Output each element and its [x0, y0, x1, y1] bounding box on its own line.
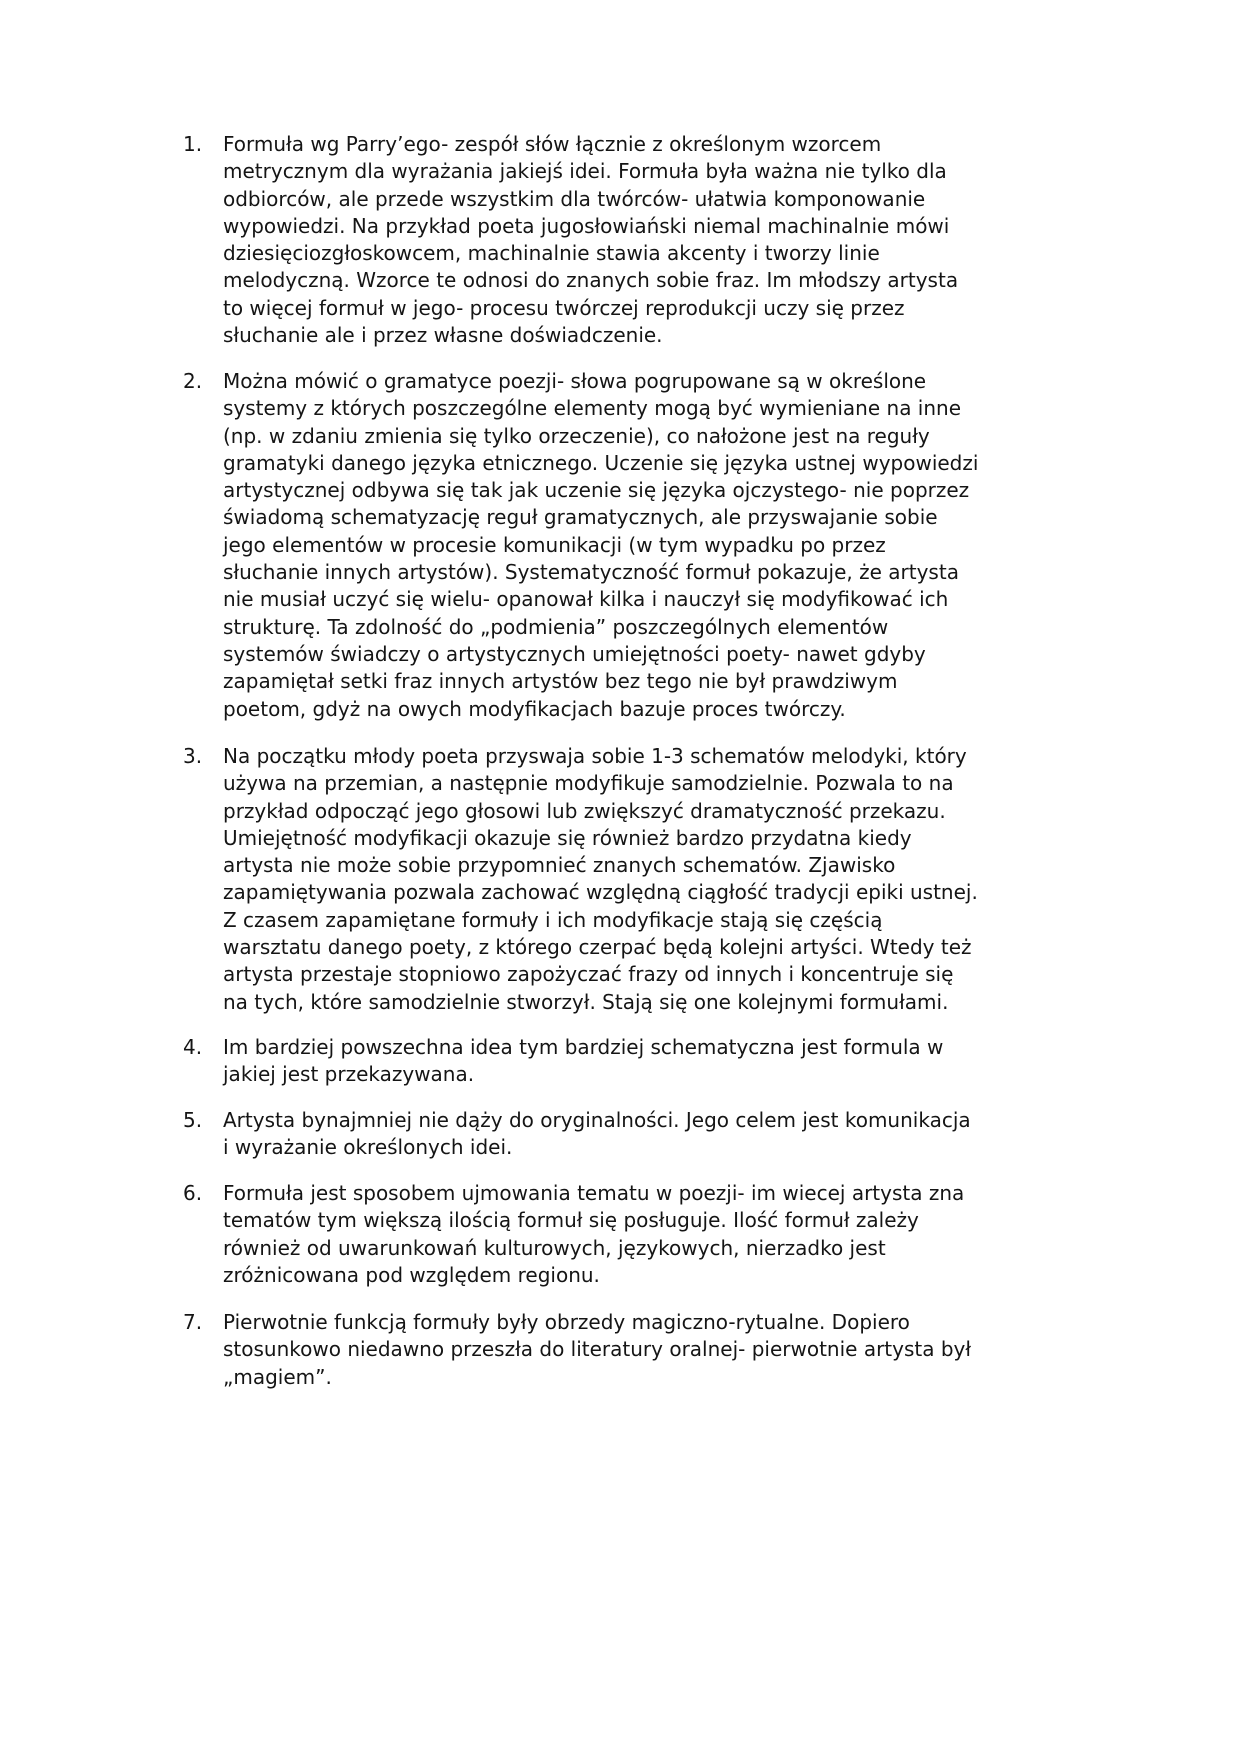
text-line: i wyrażanie określonych idei.: [223, 1135, 513, 1160]
list-item-number: 4.: [183, 1035, 203, 1059]
text-line: świadomą schematyzację reguł gramatycznych, ale przyswajanie sobie: [223, 505, 938, 530]
text-line: artysta nie może sobie przypomnieć znanych schematów. Zjawisko: [223, 853, 896, 878]
text-line: słuchanie innych artystów). Systematyczność formuł pokazuje, że artysta: [223, 560, 959, 585]
text-line: warsztatu danego poety, z którego czerpać będą kolejni artyści. Wtedy też: [223, 935, 972, 960]
text-line: dziesięciozgłoskowcem, machinalnie stawia akcenty i tworzy linie: [223, 241, 880, 266]
text-line: Na początku młody poeta przyswaja sobie 1-3 schematów melodyki, który: [223, 744, 967, 768]
text-line: tematów tym większą ilością formuł się posługuje. Ilość formuł zależy: [223, 1208, 919, 1233]
text-line: Artysta bynajmniej nie dąży do oryginalności. Jego celem jest komunikacja: [223, 1108, 971, 1132]
text-line: melodyczną. Wzorce te odnosi do znanych sobie fraz. Im młodszy artysta: [223, 268, 959, 293]
text-line: systemy z których poszczególne elementy mogą być wymieniane na inne: [223, 396, 962, 421]
list-item-number: 2.: [183, 369, 203, 393]
text-line: gramatyki danego języka etnicznego. Uczenie się języka ustnej wypowiedzi: [223, 450, 979, 475]
text-line: jego elementów w procesie komunikacji (w tym wypadku po przez: [223, 532, 886, 557]
list-item-text: [223, 1180, 964, 1289]
text-line: strukturę. Ta zdolność do „podmienia” poszczególnych elementów: [223, 614, 889, 639]
text-line: zapamiętał setki fraz innych artystów bez tego nie był prawdziwym: [223, 669, 898, 694]
list-item-text: [223, 368, 978, 723]
list-item-number: 5.: [183, 1108, 203, 1132]
text-line: stosunkowo niedawno przeszła do literatury oralnej- pierwotnie artysta był: [223, 1337, 972, 1362]
text-line: słuchanie ale i przez własne doświadczenie.: [223, 323, 663, 348]
text-line: artysta przestaje stopniowo zapożyczać frazy od innych i koncentruje się: [223, 962, 954, 987]
text-line: również od uwarunkowań kulturowych, językowych, nierzadko jest: [223, 1235, 886, 1260]
text-line: Można mówić o gramatyce poezji- słowa pogrupowane są w określone: [223, 369, 927, 393]
text-line: metrycznym dla wyrażania jakiejś idei. Formuła była ważna nie tylko dla: [223, 159, 947, 184]
text-line: odbiorców, ale przede wszystkim dla twórców- ułatwia komponowanie: [223, 186, 926, 211]
text-line: systemów świadczy o artystycznych umiejętności poety- nawet gdyby: [223, 641, 926, 666]
text-line: „magiem”.: [223, 1364, 332, 1389]
text-line: Formuła wg Parry’ego- zespół słów łącznie z określonym wzorcem: [223, 132, 882, 156]
text-line: Z czasem zapamiętane formuły i ich modyfikacje stają się częścią: [223, 907, 883, 932]
list-item-text: [223, 1034, 943, 1089]
text-line: Formuła jest sposobem ujmowania tematu w poezji- im wiecej artysta zna: [223, 1181, 965, 1205]
text-line: wypowiedzi. Na przykład poeta jugosłowiański niemal machinalnie mówi: [223, 213, 950, 238]
text-line: na tych, które samodzielnie stworzył. Stają się one kolejnymi formułami.: [223, 989, 949, 1014]
list-item-number: 6.: [183, 1181, 203, 1205]
text-line: przykład odpocząć jego głosowi lub zwiększyć dramatyczność przekazu.: [223, 798, 946, 823]
text-line: Pierwotnie funkcją formuły były obrzedy magiczno-rytualne. Dopiero: [223, 1310, 910, 1334]
text-line: to więcej formuł w jego- procesu twórczej reprodukcji uczy się przez: [223, 295, 905, 320]
text-line: Umiejętność modyfikacji okazuje się również bardzo przydatna kiedy: [223, 825, 912, 850]
list-item-number: 3.: [183, 744, 203, 768]
text-line: (np. w zdaniu zmienia się tylko orzeczenie), co nałożone jest na reguły: [223, 423, 930, 448]
list-item-text: [223, 743, 978, 1016]
text-line: używa na przemian, a następnie modyfikuje samodzielnie. Pozwala to na: [223, 771, 954, 796]
list-item-number: 7.: [183, 1310, 203, 1334]
list-item-text: [223, 131, 958, 349]
list-item-text: [223, 1107, 971, 1162]
list-item-number: 1.: [183, 132, 203, 156]
text-line: artystycznej odbywa się tak jak uczenie się języka ojczystego- nie poprzez: [223, 478, 970, 503]
text-line: Im bardziej powszechna idea tym bardziej schematyczna jest formula w: [223, 1035, 944, 1059]
text-line: zapamiętywania pozwala zachować względną ciągłość tradycji epiki ustnej.: [223, 880, 978, 905]
text-line: jakiej jest przekazywana.: [223, 1062, 475, 1087]
text-line: zróżnicowana pod względem regionu.: [223, 1262, 600, 1287]
list-item-text: [223, 1309, 971, 1391]
text-line: poetom, gdyż na owych modyfikacjach bazuje proces twórczy.: [223, 696, 846, 721]
text-line: nie musiał uczyć się wielu- opanował kilka i nauczył się modyfikować ich: [223, 587, 949, 612]
